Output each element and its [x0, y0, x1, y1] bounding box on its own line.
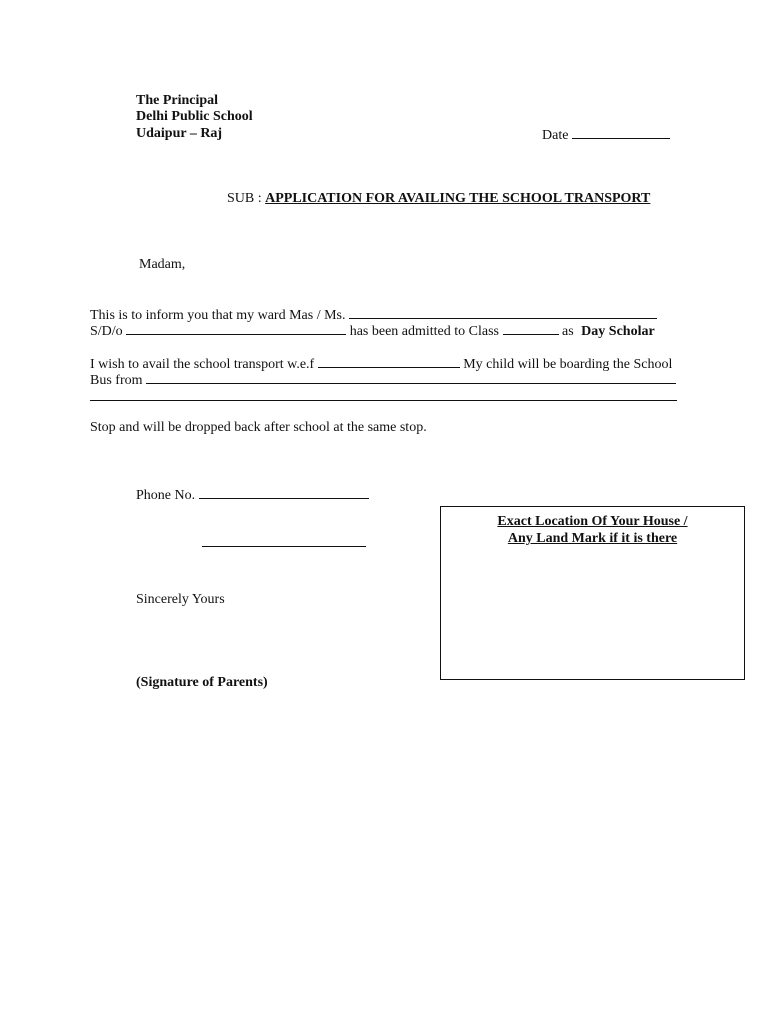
category-text: Day Scholar	[581, 324, 655, 339]
signature-label: (Signature of Parents)	[136, 675, 268, 690]
date-blank[interactable]	[572, 126, 670, 139]
recipient-title: The Principal	[136, 93, 219, 108]
sdo-label: S/D/o	[90, 324, 123, 339]
subject-prefix: SUB :	[227, 191, 262, 206]
date-label: Date	[542, 128, 569, 143]
phone-field	[136, 486, 369, 504]
ward-name-blank[interactable]	[349, 306, 657, 319]
subject-text: APPLICATION FOR AVAILING THE SCHOOL TRANSPORT	[265, 191, 651, 206]
recipient-city: Udaipur – Raj	[136, 126, 223, 141]
closing: Sincerely Yours	[136, 592, 225, 607]
location-caption-line2: Any Land Mark if it is there	[507, 531, 678, 546]
subject-line	[227, 191, 650, 207]
para2-intro: I wish to avail the school transport w.e.f	[90, 357, 315, 372]
wef-date-blank[interactable]	[318, 355, 460, 368]
para1-intro: This is to inform you that my ward Mas / Ms.	[90, 308, 346, 323]
para1-line2	[90, 322, 655, 340]
para3: Stop and will be dropped back after school at the same stop.	[90, 420, 427, 435]
boarding-text: My child will be boarding the School	[463, 357, 673, 372]
class-blank[interactable]	[503, 322, 559, 335]
recipient-school: Delhi Public School	[136, 109, 253, 124]
salutation: Madam,	[139, 257, 186, 272]
date-field	[542, 126, 670, 144]
location-caption	[441, 513, 744, 547]
signature-blank[interactable]	[202, 546, 366, 547]
parent-name-blank[interactable]	[126, 322, 346, 335]
phone-label: Phone No.	[136, 488, 196, 503]
as-text: as	[562, 324, 574, 339]
phone-blank[interactable]	[199, 486, 369, 499]
bus-from-label: Bus from	[90, 373, 143, 388]
para2-line2	[90, 371, 676, 389]
admitted-text: has been admitted to Class	[349, 324, 499, 339]
location-caption-line1: Exact Location Of Your House /	[497, 514, 688, 529]
bus-stop-blank[interactable]	[146, 371, 676, 384]
bus-stop-blank-2[interactable]	[90, 400, 677, 401]
location-box[interactable]	[440, 506, 745, 680]
